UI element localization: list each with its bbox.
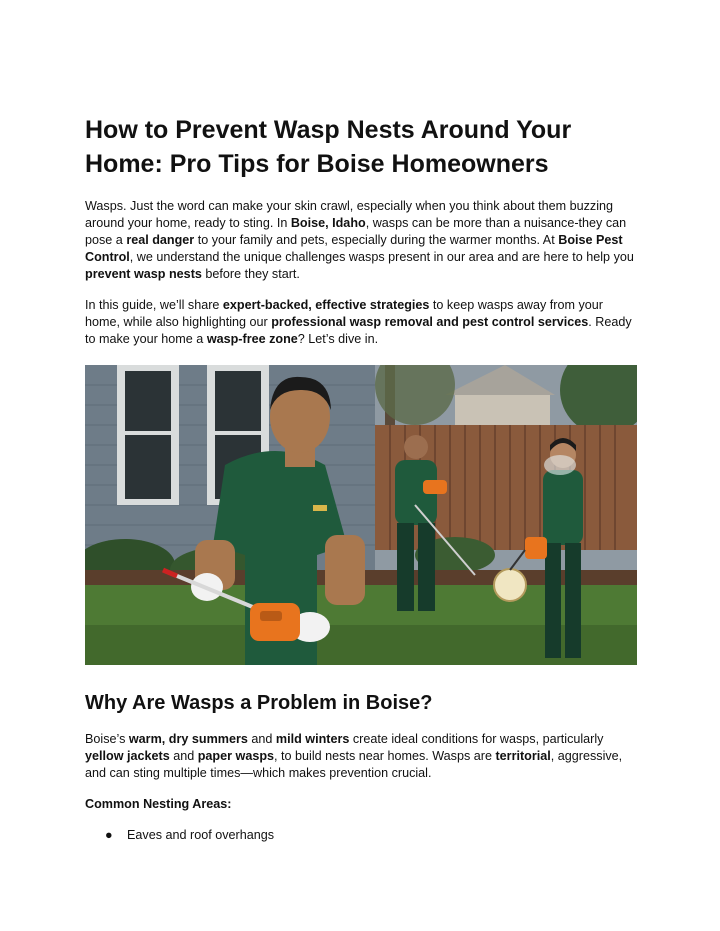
text-run: Boise’s bbox=[85, 732, 129, 746]
text-run: , aggressive, and can sting multiple times—which makes prevention crucial. bbox=[85, 749, 623, 780]
bold-text: prevent wasp nests bbox=[85, 267, 202, 281]
text-run: to your family and pets, especially during the warmer months. At bbox=[194, 233, 559, 247]
section-heading: Why Are Wasps a Problem in Boise? bbox=[85, 692, 433, 714]
article-title: How to Prevent Wasp Nests Around Your Home: Pro Tips for Boise Homeowners bbox=[85, 116, 572, 178]
bold-text: paper wasps bbox=[197, 749, 275, 763]
guide-paragraph bbox=[85, 297, 637, 348]
nesting-areas-heading: Common Nesting Areas: bbox=[85, 797, 232, 811]
bold-text: warm, dry summers bbox=[128, 732, 248, 746]
text-run: Wasps. Just the word can make your skin crawl, especially when you think about them buzzing around your home, ready to sting. In bbox=[85, 199, 614, 230]
section-paragraph bbox=[85, 731, 637, 782]
intro-paragraph bbox=[85, 198, 637, 283]
text-run: In this guide, we’ll share bbox=[85, 298, 223, 312]
bold-text: yellow jackets bbox=[85, 749, 170, 763]
bold-text: territorial bbox=[495, 749, 551, 763]
list-item-text: Eaves and roof overhangs bbox=[127, 828, 275, 842]
bold-text: mild winters bbox=[275, 732, 350, 746]
bullet-icon: ● bbox=[105, 828, 113, 842]
text-run: , we understand the unique challenges wasps present in our area and are here to help you bbox=[129, 250, 634, 264]
text-run: before they start. bbox=[201, 267, 300, 281]
bold-text: expert-backed, effective strategies bbox=[222, 298, 430, 312]
text-run: . Ready to make your home a bbox=[85, 315, 632, 346]
bold-text: professional wasp removal and pest control services bbox=[271, 315, 589, 329]
text-run: , to build nests near homes. Wasps are bbox=[274, 749, 496, 763]
bold-text: Boise Pest Control bbox=[85, 233, 623, 264]
bold-text: wasp-free zone bbox=[206, 332, 298, 346]
text-run: and bbox=[247, 732, 276, 746]
text-run: to keep wasps away from your home, while also highlighting our bbox=[85, 298, 603, 329]
text-run: ? Let’s dive in. bbox=[297, 332, 379, 346]
text-run: create ideal conditions for wasps, particularly bbox=[349, 732, 604, 746]
bold-text: Boise, Idaho bbox=[290, 216, 366, 230]
pest-control-technicians-photo bbox=[85, 365, 637, 665]
text-run: , wasps can be more than a nuisance-they can pose a bbox=[85, 216, 627, 247]
text-run: and bbox=[169, 749, 198, 763]
bold-text: real danger bbox=[126, 233, 195, 247]
